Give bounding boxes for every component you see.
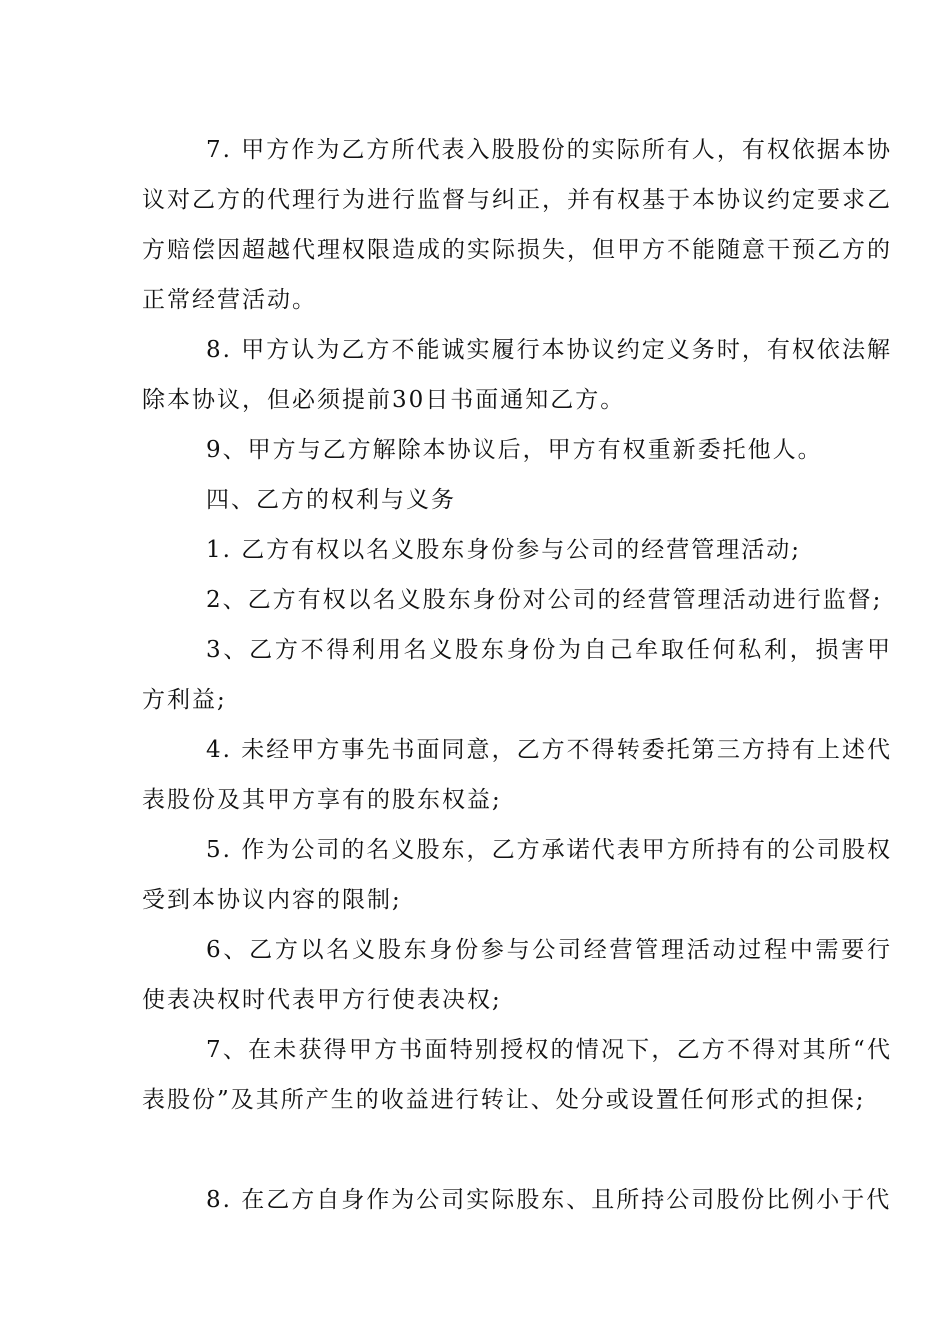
paragraph-clause-4-2: 2、乙方有权以名义股东身份对公司的经营管理活动进行监督; xyxy=(206,587,883,613)
blank-line xyxy=(142,1125,892,1175)
paragraph-clause-3-7: 7. 甲方作为乙方所代表入股股份的实际所有人，有权依据本协议对乙方的代理行为进行监督与纠正，并有权基于本协议约定要求乙方赔偿因超越代理权限造成的实际损失，但甲方不能随意干预乙方的正常经营活动。 xyxy=(142,137,892,313)
document-body xyxy=(142,125,892,1225)
paragraph-clause-3-8: 8. 甲方认为乙方不能诚实履行本协议约定义务时，有权依法解除本协议，但必须提前30日书面通知乙方。 xyxy=(142,337,892,413)
paragraph-clause-4-8: 8. 在乙方自身作为公司实际股东、且所持公司股份比例小于代 xyxy=(206,1187,892,1213)
paragraph-clause-4-1: 1. 乙方有权以名义股东身份参与公司的经营管理活动; xyxy=(206,537,802,563)
paragraph-clause-4-7: 7、在未获得甲方书面特别授权的情况下，乙方不得对其所“代表股份”及其所产生的收益进行转让、处分或设置任何形式的担保; xyxy=(142,1037,892,1113)
paragraph-clause-4-3: 3、乙方不得利用名义股东身份为自己牟取任何私利，损害甲方利益; xyxy=(142,637,892,713)
paragraph-clause-4-6: 6、乙方以名义股东身份参与公司经营管理活动过程中需要行使表决权时代表甲方行使表决权; xyxy=(142,937,892,1013)
section-heading-4: 四、乙方的权利与义务 xyxy=(206,487,456,513)
paragraph-clause-4-4: 4. 未经甲方事先书面同意，乙方不得转委托第三方持有上述代表股份及其甲方享有的股东权益; xyxy=(142,737,892,813)
paragraph-clause-4-5: 5. 作为公司的名义股东，乙方承诺代表甲方所持有的公司股权受到本协议内容的限制; xyxy=(142,837,892,913)
paragraph-clause-3-9: 9、甲方与乙方解除本协议后，甲方有权重新委托他人。 xyxy=(206,437,823,463)
